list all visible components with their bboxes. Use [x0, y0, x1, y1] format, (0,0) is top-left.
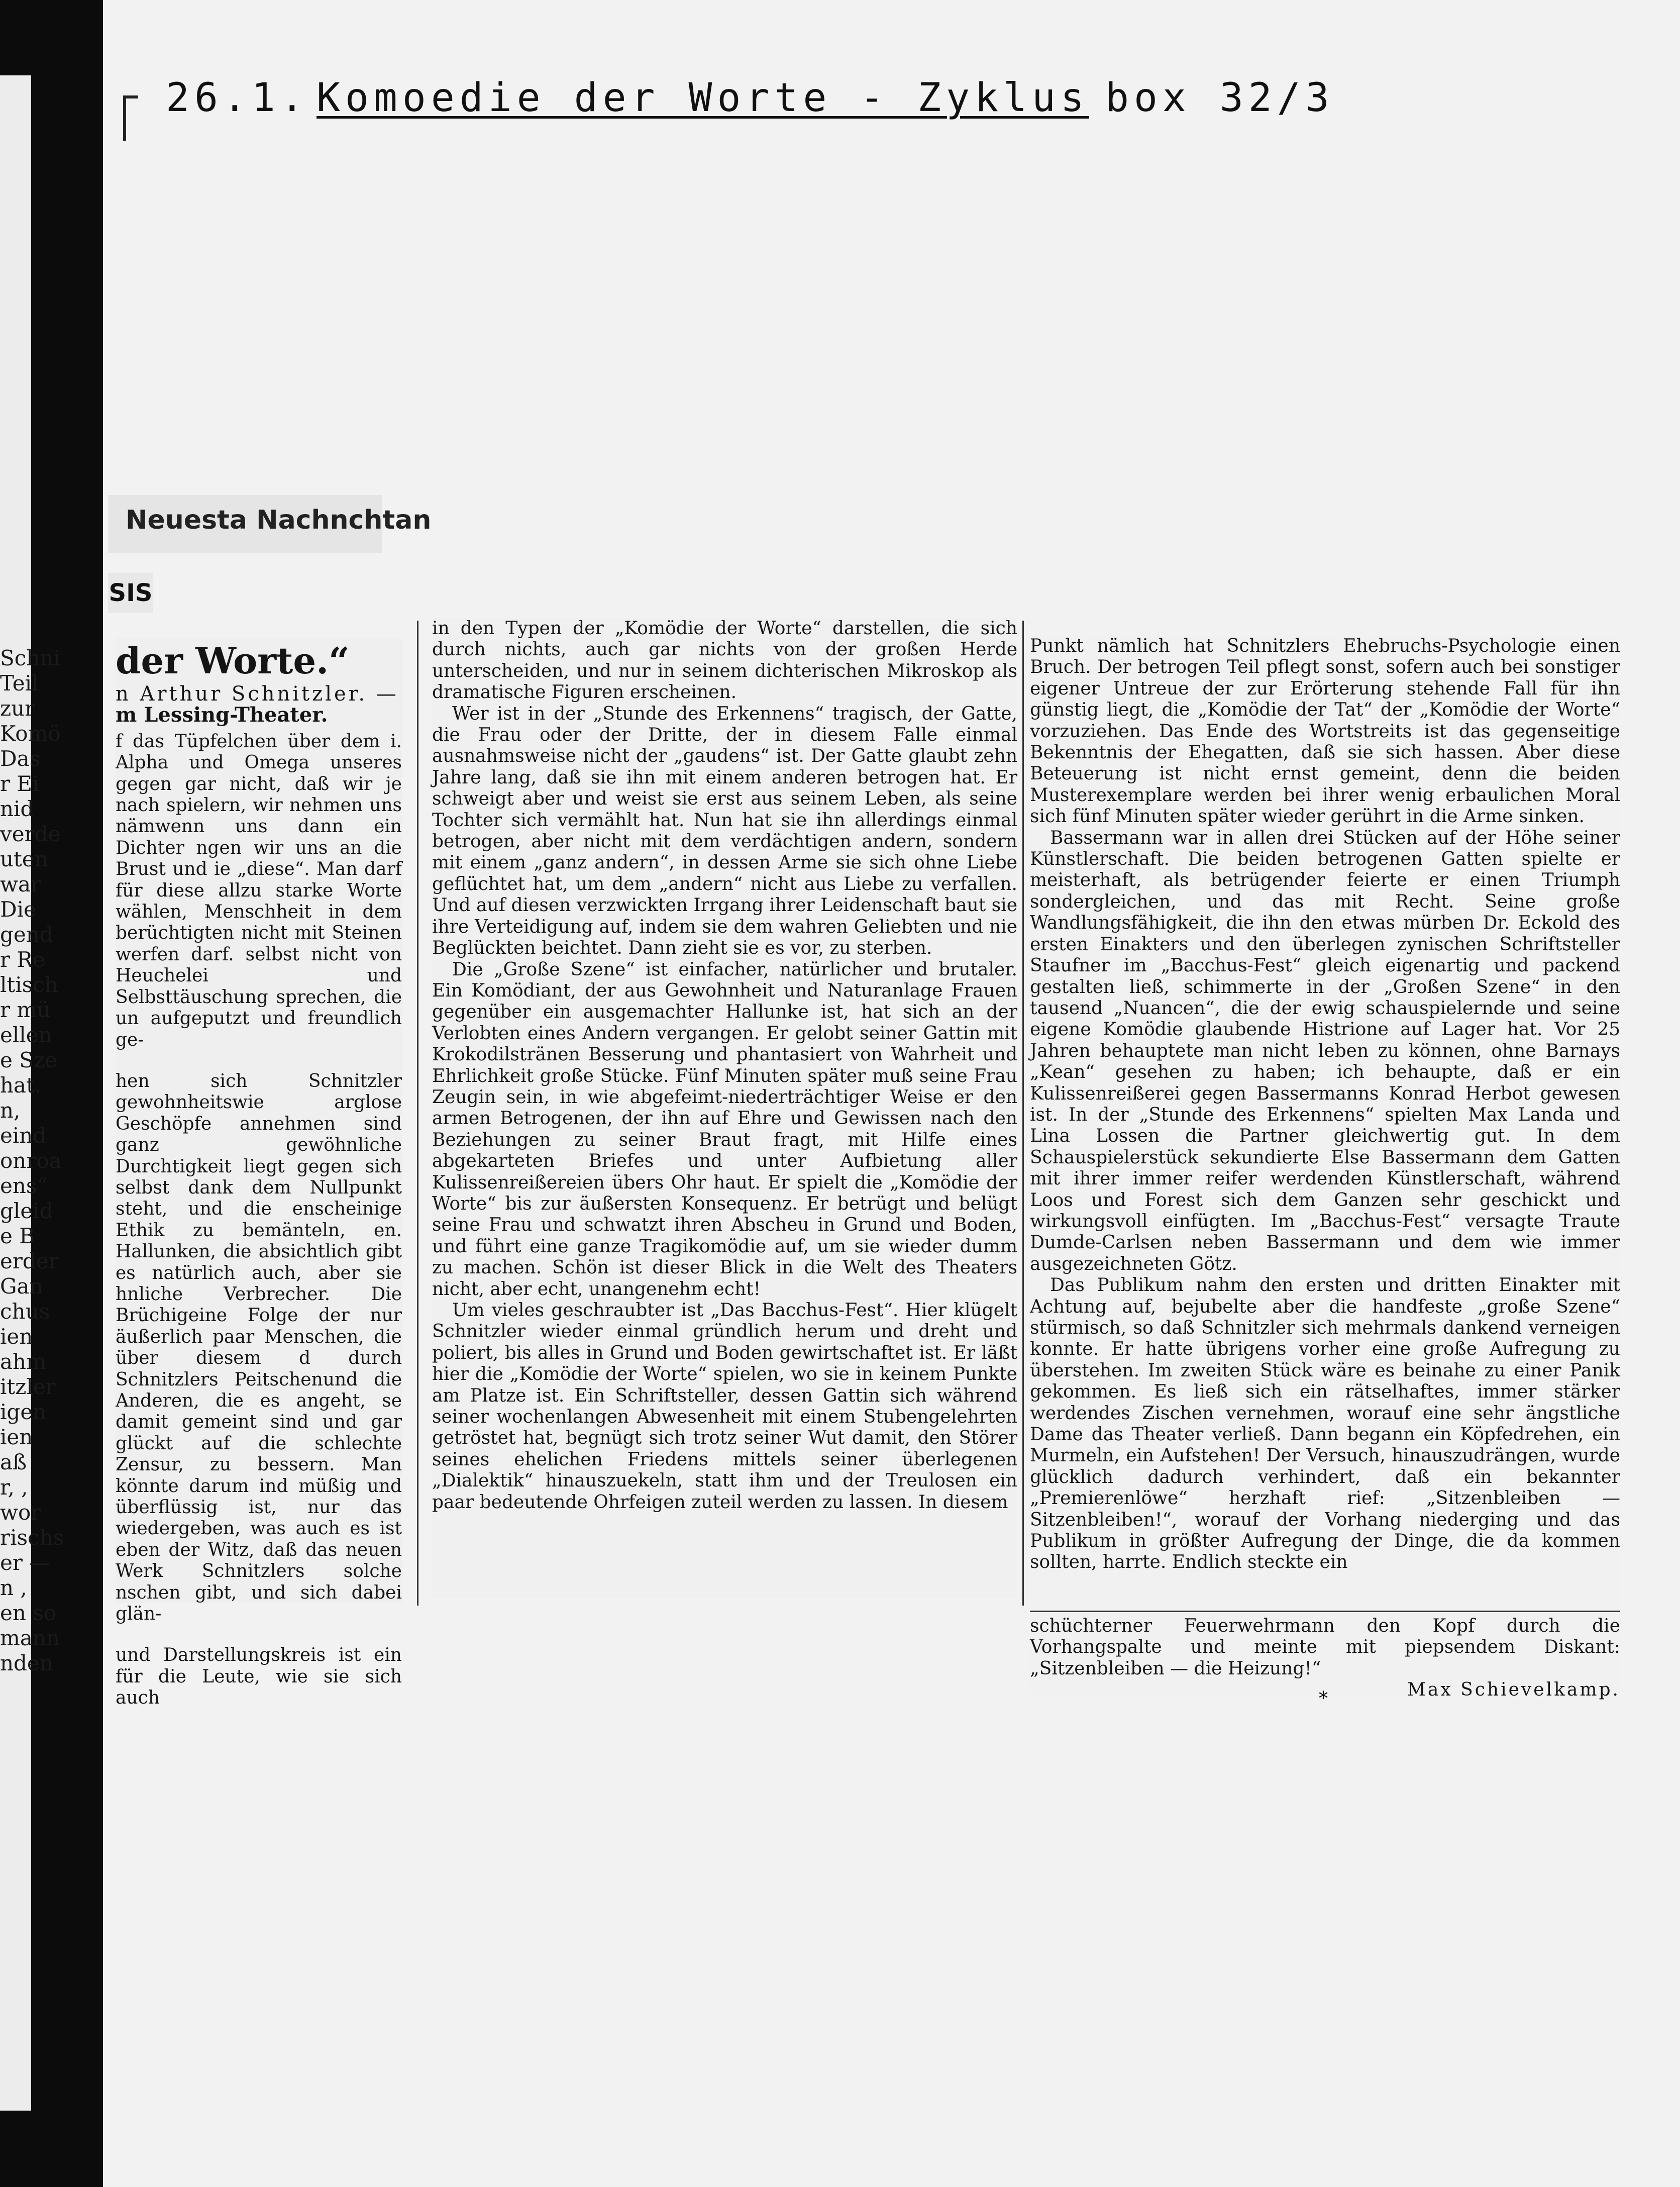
newspaper-name-clip — [108, 495, 432, 553]
strip-fragment: erder — [0, 1249, 59, 1273]
strip-fragment: ellen — [0, 1023, 52, 1047]
paragraph: hen sich Schnitzler gewohnheitswie arglose Geschöpfe annehmen sind ganz gewöhnliche Durchtigkeit liegt gegen sich selbst dank dem Nullpunkt steht, und die enscheinige Ethik zu bemänteln, en. Hallunken, die absichtlich gibt es natürlich auch, aber sie hnliche Verbrecher. Die Brüchigeine Folge der nur äußerlich paar Menschen, die über diesem d durch Schnitzlers Peitschenund die Anderen, die es angeht, se damit gemeint sind und gar glückt auf die schlechte Zensur, zu bessern. Man könnte darum ind müßig und überflüssig ist, nur das wiedergeben, was auch es ist eben der Witz, daß das neuen Werk Schnitzlers solche nschen gibt, und sich dabei glän- — [116, 1070, 402, 1625]
strip-fragment: r, , — [0, 1475, 28, 1500]
strip-fragment: Komö — [0, 721, 61, 746]
strip-fragment: e Sze — [0, 1048, 57, 1072]
article-byline: n Arthur Schnitzler. — — [116, 682, 399, 706]
strip-fragment: rischs — [0, 1525, 64, 1550]
strip-fragment: onroa — [0, 1148, 62, 1173]
header-title: Komoedie der Worte - Zyklus — [317, 75, 1089, 121]
strip-fragment: ien — [0, 1324, 33, 1349]
column-rule — [1030, 1611, 1620, 1612]
header-number: 26.1. — [166, 75, 309, 121]
paragraph: Bassermann war in allen drei Stücken auf der Höhe seiner Künstlerschaft. Die beiden betrogenen Gatten spielte er meisterhaft, als betrügender feierte er einen Triumph sondergleichen, und das mit Recht. Seine große Wandlungsfähigkeit, die ihn den etwas mürben Dr. Eckold des ersten Einakters und den überlegen zynischen Schriftsteller Staufner im „Bacchus-Fest“ gleich eigenartig und packend gestalten ließ, schimmerte in der „Großen Szene“ in den tausend „Nuancen“, die der ewig schauspielernde und seine eigene Komödie glaubende Histrione auf Lager hat. Vor 25 Jahren behauptete man nicht leben zu können, ohne Barnays „Kean“ gesehen zu haben; ich behaupte, daß er ein Kulissenreißerei gegen Bassermanns Konrad Herbot gewesen ist. In der „Stunde des Erkennens“ spielten Max Landa und Lina Lossen die Partner gleichwertig gut. In dem Schauspielerstück sekundierte Else Bassermann dem Gatten mit ihrer immer reifer werdenden Künstlerschaft, während Loos und Forest sich dem Ganzen sehr geschickt und wirkungsvoll einfügten. Im „Bacchus-Fest“ versagte Traute Dumde-Carlsen neben Bassermann und dem wie immer ausgezeichneten Götz. — [1030, 827, 1620, 1274]
strip-fragment: chus — [0, 1299, 50, 1324]
strip-fragment: Die — [0, 897, 36, 922]
strip-fragment: Teil — [0, 671, 39, 695]
paragraph: schüchterner Feuerwehrmann den Kopf durch die Vorhangspalte und meinte mit piepsendem Diskant: „Sitzenbleiben — die Heizung!“ — [1030, 1616, 1620, 1679]
strip-fragment: ens“ — [0, 1173, 48, 1198]
paragraph: Das Publikum nahm den ersten und dritten Einakter mit Achtung auf, bejubelte aber die handfeste „große Szene“ stürmisch, so daß Schnitzler sich mehrmals dankend verneigen konnte. Er hatte übrigens vorher eine große Aufregung zu überstehen. Im zweiten Stück wäre es beinahe zu einer Panik gekommen. Es ließ sich ein rätselhaftes, immer stärker werdendes Zischen vernehmen, worauf eine sehr ängstliche Dame das Theater verließ. Dann begann ein Köpfedrehen, ein Murmeln, ein Aufstehen! Der Versuch, hinauszudrängen, wurde glücklich dadurch verhindert, daß ein bekannter „Premierenlöwe“ herzhaft rief: „Sitzenbleiben — Sitzenbleiben!“, worauf der Vorhang niederging und das Publikum in größter Aufregung der Dinge, die da kommen sollten, harrte. Endlich steckte ein — [1030, 1275, 1620, 1573]
strip-fragment: gleid — [0, 1199, 53, 1223]
column-rule — [417, 621, 418, 1606]
paragraph: Die „Große Szene“ ist einfacher, natürlicher und brutaler. Ein Komödiant, der aus Gewohnheit und Naturanlage Frauen gegenüber ein ausgemachter Hallunke ist, hat sich an der Verlobten eines Andern vergangen. Er gelobt seiner Gattin mit Krokodilstränen Besserung und phantasiert von Wahrheit und Ehrlichkeit große Stücke. Fünf Minuten später muß seine Frau Zeugin sein, in wie abgefeimt-niederträchtiger Weise er den armen Betrogenen, der ihn auf Ehre und Gewissen nach den Beziehungen zu seiner Braut fragt, mit Hilfe eines abgekarteten Briefes und unter Aufbietung aller Kulissenreißereien übers Ohr haut. Er spielt die „Komödie der Worte“ bis zur äußersten Konsequenz. Er betrügt und belügt seine Frau und schwatzt ihren Abscheu in Grund und Boden, und führt eine ganze Tragikomödie auf, um sie wieder dumm zu machen. Schön ist dieser Blick in die Welt des Theaters nicht, aber echt, unangenehm echt! — [432, 959, 1017, 1300]
strip-fragment: ahm — [0, 1349, 46, 1374]
article-venue: m Lessing-Theater. — [116, 703, 328, 727]
newspaper-name: Neuesta Nachnchtan — [126, 505, 432, 535]
strip-fragment: itzler — [0, 1374, 56, 1399]
strip-fragment: nden — [0, 1651, 53, 1675]
strip-fragment: r Re — [0, 947, 45, 972]
neighbor-clipping-strip — [0, 75, 64, 2111]
strip-fragment: en so — [0, 1601, 57, 1625]
paragraph: und Darstellungskreis ist ein für die Leute, wie sie sich auch — [116, 1645, 402, 1709]
paragraph: in den Typen der „Komödie der Worte“ darstellen, die sich durch nichts, auch gar nichts von der großen Herde unterscheiden, und nur in seinem dichterischen Mikroskop als dramatische Figuren erscheinen. — [432, 618, 1017, 703]
article-column-3 — [1030, 636, 1620, 1623]
article-title: der Worte.“ — [116, 639, 350, 682]
strip-fragment: zur — [0, 696, 35, 721]
strip-fragment: Gan — [0, 1274, 43, 1299]
strip-fragment: r mü — [0, 998, 51, 1022]
strip-fragment: r Ei — [0, 771, 39, 796]
paragraph: f das Tüpfelchen über dem i. Alpha und Omega unseres gegen gar nicht, daß wir je nach spielern, wir nehmen uns nämwenn uns dann ein Dichter ngen wir uns an die Brust und ie „diese“. Man darf für diese allzu starke Worte wählen, Menschheit in dem berüchtigten nicht mit Steinen werfen darf. selbst nicht von Heuchelei und Selbsttäuschung sprechen, die un aufgeputzt und freundlich ge- — [116, 731, 402, 1050]
strip-fragment: wor — [0, 1500, 41, 1525]
strip-fragment: n , — [0, 1575, 27, 1600]
strip-fragment: mann — [0, 1626, 60, 1650]
strip-fragment: er — — [0, 1550, 51, 1575]
corner-bracket — [123, 95, 126, 141]
strip-fragment: ltisch — [0, 972, 58, 997]
strip-fragment: hat. — [0, 1073, 42, 1098]
strip-fragment: igen — [0, 1400, 47, 1424]
strip-fragment: ien — [0, 1425, 33, 1449]
article-column-1 — [116, 638, 402, 1709]
column-rule — [1022, 621, 1024, 1606]
strip-fragment: uten — [0, 847, 48, 871]
article-column-3-continued — [1030, 1616, 1620, 1701]
strip-fragment: eind — [0, 1123, 47, 1148]
asterisk-mark: * — [1319, 1688, 1328, 1709]
paragraph: Um vieles geschraubter ist „Das Bacchus-Fest“. Hier klügelt Schnitzler wieder einmal gründlich herum und dreht und poliert, bis alles in Grund und Boden gewirtschaftet ist. Er läßt hier die „Komödie der Worte“ spielen, wo sie in keinem Punkte am Platze ist. Ein Schriftsteller, dessen Gattin sich während seiner wochenlangen Abwesenheit mit einem Stubengelehrten getröstet hat, begnügt sich trotz seiner Wut damit, den Störer seines ehelichen Friedens mittels seiner überlegenen „Dialektik“ hinauszuekeln, statt ihm und der Treulosen ein paar bedeutende Ohrfeigen zuteil werden zu lassen. In diesem — [432, 1300, 1017, 1513]
strip-fragment: war — [0, 872, 41, 897]
paragraph: Punkt nämlich hat Schnitzlers Ehebruchs-Psychologie einen Bruch. Der betrogen Teil pflegt sonst, sofern auch bei sonstiger eigener Untreue der zur Erörterung stehende Fall für ihn günstig liegt, die „Komödie der Tat“ der „Komödie der Worte“ vorzuziehen. Das Ende des Wortstreits ist das gegenseitige Bekenntnis der Ehegatten, daß sie sich hassen. Aber diese Beteuerung ist nicht ernst gemeint, denn die beiden Musterexemplare werden bei ihrer wenig erbaulichen Moral sich fünf Minuten später wieder gerührt in die Arme sinken. — [1030, 636, 1620, 827]
strip-fragment: Schni — [0, 646, 60, 670]
paragraph: Wer ist in der „Stunde des Erkennens“ tragisch, der Gatte, die Frau oder der Dritte, der in diesem Falle einmal ausnahmsweise nicht der „gaudens“ ist. Der Gatte glaubt zehn Jahre lang, daß sie ihn mit einem anderen betrogen hat. Er schweigt aber und weist sie erst aus seinem Leben, als seine Tochter sich vermählt hat. Nun hat sie ihn allerdings einmal betrogen, aber nicht mit dem verdächtigen andern, sondern mit einem „ganz andern“, in dessen Arme sie sich ohne Liebe geflüchtet hat, um dem „andern“ nicht aus Liebe zu verfallen. Und auf diesen verzwickten Irrgang ihrer Leidenschaft baut sie ihre Verteidigung auf, indem sie dem wahren Geliebten und nie Beglückten beichtet. Dann zieht sie es vor, zu sterben. — [432, 703, 1017, 959]
strip-fragment: nid — [0, 797, 34, 821]
clipping-tag: SIS — [108, 573, 153, 613]
strip-fragment: Das — [0, 746, 41, 771]
article-signature: Max Schievelkamp. — [1407, 1679, 1620, 1701]
header-box: box 32/3 — [1105, 75, 1334, 121]
article-column-2 — [432, 618, 1017, 1598]
strip-fragment: gend — [0, 922, 53, 947]
strip-fragment: verde — [0, 822, 61, 846]
strip-fragment: e B — [0, 1224, 35, 1248]
strip-fragment: n, — [0, 1098, 21, 1123]
strip-fragment: aß — [0, 1450, 27, 1474]
